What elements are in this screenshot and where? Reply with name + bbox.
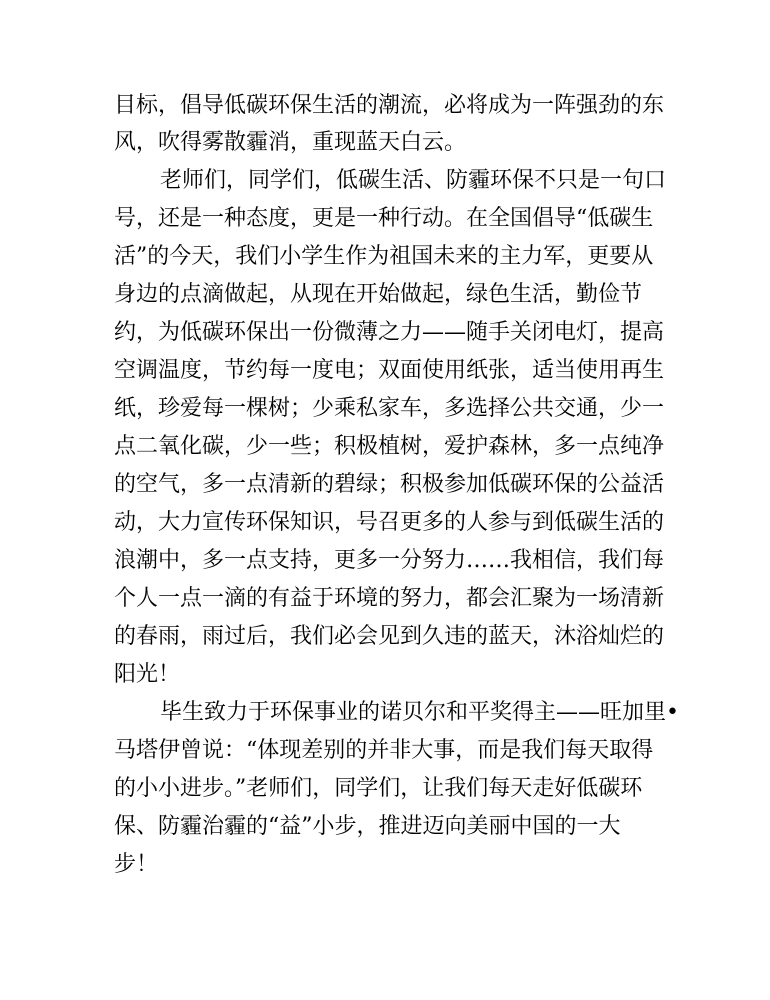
text-line: 约，为低碳环保出一份微薄之力——随手关闭电灯，提高 [114, 320, 665, 345]
text-line: 的空气，多一点清新的碧绿；积极参加低碳环保的公益活 [114, 472, 665, 497]
paragraph-first-line: 毕生致力于环保事业的诺贝尔和平奖得主——旺加里• [160, 700, 679, 725]
text-line: 的春雨，雨过后，我们必会见到久违的蓝天，沐浴灿烂的 [114, 624, 665, 649]
text-line: 号，还是一种态度，更是一种行动。在全国倡导“低碳生 [114, 206, 654, 231]
text-line: 目标，倡导低碳环保生活的潮流，必将成为一阵强劲的东 [114, 93, 665, 118]
text-line: 个人一点一滴的有益于环境的努力，都会汇聚为一场清新 [114, 586, 665, 611]
text-line: 纸，珍爱每一棵树；少乘私家车，多选择公共交通，少一 [114, 396, 665, 421]
text-line: 浪潮中，多一点支持，更多一分努力……我相信，我们每 [114, 548, 665, 573]
text-line: 动，大力宣传环保知识，号召更多的人参与到低碳生活的 [114, 510, 665, 535]
text-line: 步！ [114, 852, 159, 877]
text-line: 活”的今天，我们小学生作为祖国未来的主力军，更要从 [114, 244, 654, 269]
text-line: 马塔伊曾说：“体现差别的并非大事，而是我们每天取得 [114, 738, 654, 763]
text-line: 的小小进步。”老师们，同学们，让我们每天走好低碳环 [114, 776, 643, 801]
text-line: 风，吹得雾散霾消，重现蓝天白云。 [114, 130, 467, 155]
text-line: 保、防霾治霾的“益”小步，推进迈向美丽中国的一大 [114, 814, 621, 839]
text-line: 身边的点滴做起，从现在开始做起，绿色生活，勤俭节 [114, 282, 643, 307]
paragraph-first-line: 老师们，同学们，低碳生活、防霾环保不只是一句口 [160, 168, 667, 193]
text-line: 阳光！ [114, 662, 181, 687]
text-line: 点二氧化碳，少一些；积极植树，爱护森林，多一点纯净 [114, 434, 665, 459]
text-line: 空调温度，节约每一度电；双面使用纸张，适当使用再生 [114, 358, 665, 383]
